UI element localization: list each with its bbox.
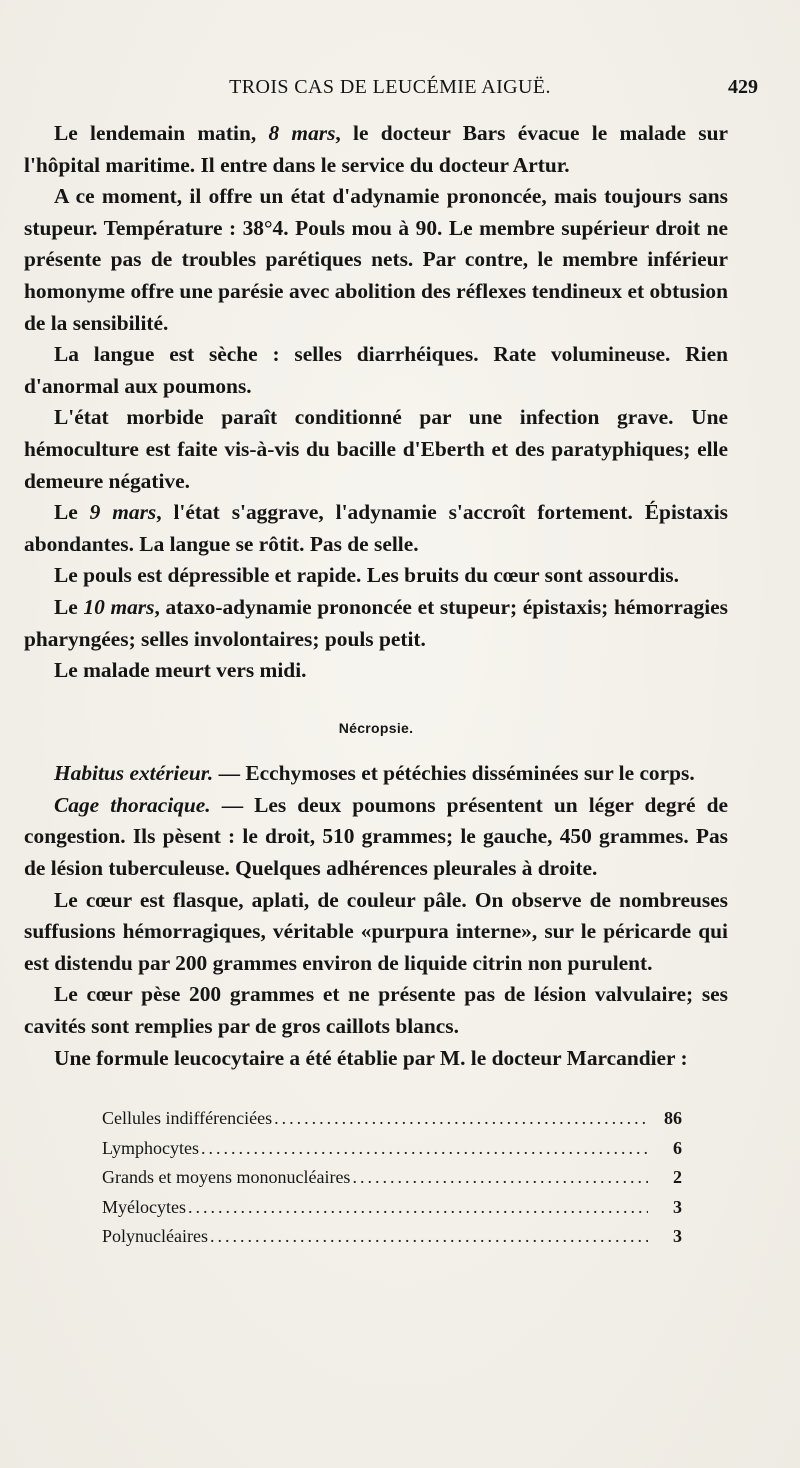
paragraph-1-start: Le lendemain matin,: [54, 121, 269, 145]
formula-value: 3: [673, 1226, 682, 1247]
date-8-mars: 8 mars: [268, 121, 336, 145]
paragraph-coeur-flasque: Le cœur est flasque, aplati, de couleur pâle. On observe de nombreuses suffusions hémorragiques, véritable «purpura interne», sur le péricarde qui est distendu par 200 grammes environ de liquide citrin non purulent.: [24, 887, 728, 975]
date-9-mars: 9 mars: [89, 500, 157, 525]
date-10-mars: 10 mars: [83, 594, 155, 619]
paragraph-cage-thoracique: [24, 790, 728, 885]
body-text: [24, 118, 728, 1252]
paragraph-2: A ce moment, il offre un état d'adynamie prononcée, mais toujours sans stupeur. Température : 38°4. Pouls mou à 90. Le membre supérieur droit ne présente pas de troubles parétiques nets. Par contre, le membre inférieur homonyme offre une parésie avec abolition des réflexes tendineux et obtusion de la sensibilité.: [24, 184, 728, 335]
running-title: TROIS CAS DE LEUCÉMIE AIGUË.: [229, 76, 551, 98]
paragraph-1-rest: , le docteur Bars évacue le malade sur l'hôpital maritime. Il entre dans le service du docteur Artur.: [24, 121, 729, 177]
formula-row: [102, 1134, 682, 1164]
habitus-lead: Habitus extérieur.: [54, 761, 214, 786]
formula-value: 86: [664, 1108, 682, 1129]
formula-label: Lymphocytes: [102, 1137, 199, 1158]
cage-thoracique-text: — Les deux poumons présentent un léger degré de congestion. Ils pèsent : le droit, 510 grammes; le gauche, 450 grammes. Pas de lésion tuberculeuse. Quelques adhérences pleurales à droite.: [24, 792, 728, 881]
formula-row: [102, 1163, 682, 1193]
leader-dots: [201, 1134, 648, 1164]
formula-label: Myélocytes: [102, 1196, 186, 1217]
leader-dots: [352, 1163, 648, 1193]
paragraph-formule: Une formule leucocytaire a été établie par M. le docteur Marcandier :: [54, 1045, 688, 1070]
paragraph-6: Le pouls est dépressible et rapide. Les bruits du cœur sont assourdis.: [54, 563, 679, 588]
paragraph-habitus: [24, 758, 728, 790]
paragraph-4: L'état morbide paraît conditionné par une infection grave. Une hémoculture est faite vis-à-vis du bacille d'Eberth et des paratyphiques; elle demeure négative.: [24, 405, 728, 493]
paragraph-7: [24, 592, 728, 655]
paragraph-7-start: Le: [54, 594, 84, 619]
leader-dots: [188, 1193, 648, 1223]
formula-label: Grands et moyens mononucléaires: [102, 1167, 351, 1188]
page-number: 429: [728, 76, 758, 98]
cage-thoracique-lead: Cage thoracique.: [54, 792, 211, 817]
formula-row: [102, 1104, 682, 1134]
paragraph-8: Le malade meurt vers midi.: [54, 658, 307, 683]
formula-value: 3: [673, 1196, 682, 1217]
leucocyte-formula-table: [102, 1104, 682, 1252]
section-heading-necropsie: Nécropsie.: [338, 719, 414, 736]
leader-dots: [274, 1104, 648, 1134]
formula-row: [102, 1193, 682, 1223]
leader-dots: [210, 1222, 648, 1252]
formula-value: 2: [673, 1167, 682, 1188]
formula-label: Polynucléaires: [102, 1226, 208, 1247]
paragraph-5-rest: , l'état s'aggrave, l'adynamie s'accroît fortement. Épistaxis abondantes. La langue se rôtit. Pas de selle.: [24, 500, 729, 556]
running-head: [40, 76, 758, 102]
paragraph-coeur-pese: Le cœur pèse 200 grammes et ne présente pas de lésion valvulaire; ses cavités sont remplies par de gros caillots blancs.: [24, 982, 728, 1039]
paragraph-3: La langue est sèche : selles diarrhéiques. Rate volumineuse. Rien d'anormal aux poumons.: [24, 342, 728, 398]
habitus-text: — Ecchymoses et pétéchies disséminées sur le corps.: [213, 761, 695, 786]
formula-value: 6: [673, 1137, 682, 1158]
formula-row: [102, 1222, 682, 1252]
paragraph-7-rest: , ataxo-adynamie prononcée et stupeur; épistaxis; hémorragies pharyngées; selles involontaires; pouls petit.: [24, 594, 728, 651]
formula-label: Cellules indifférenciées: [102, 1108, 273, 1129]
paragraph-5-start: Le: [54, 500, 90, 525]
paragraph-1: [24, 118, 728, 181]
paragraph-5: [24, 497, 728, 560]
